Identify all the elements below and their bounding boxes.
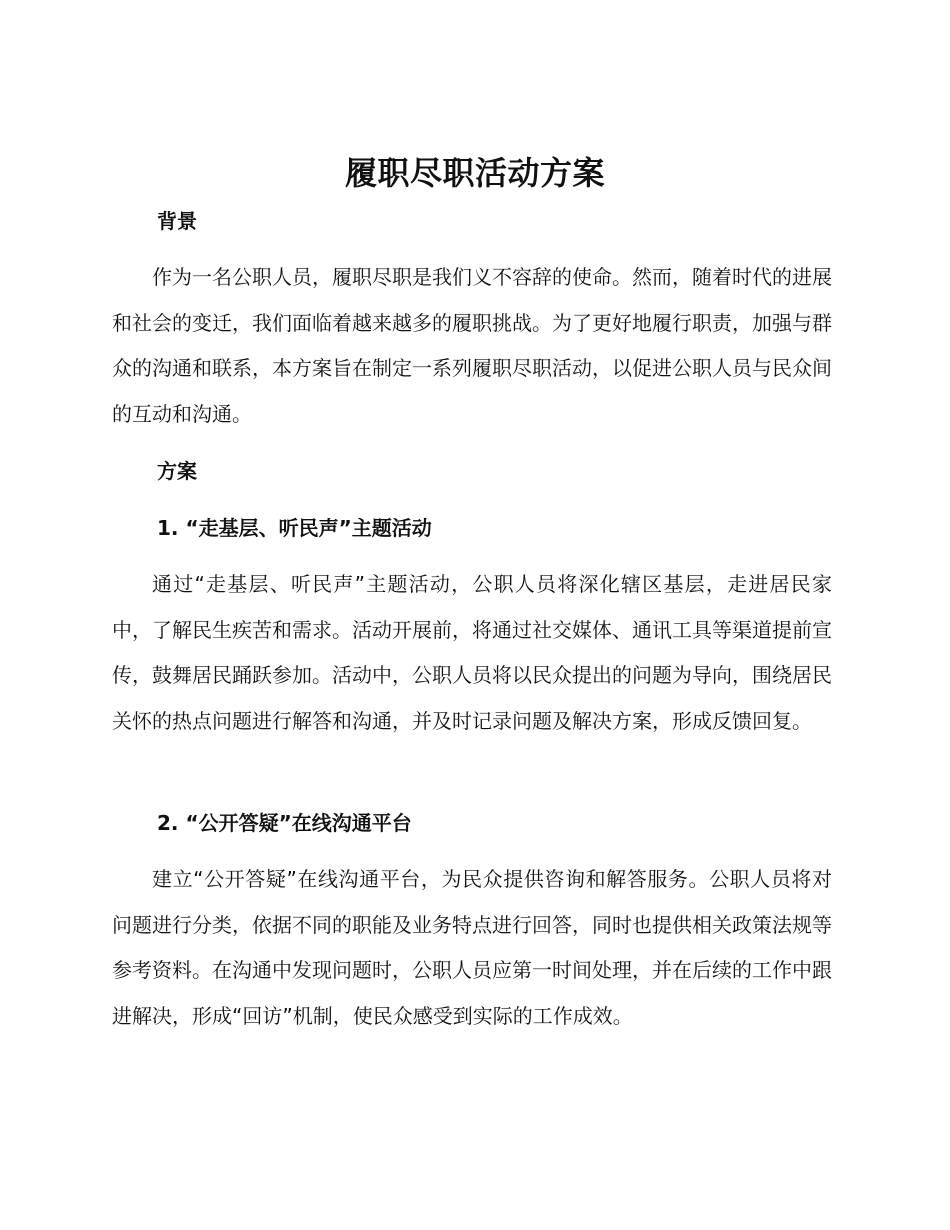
section-heading-plan: 方案	[157, 459, 197, 483]
subsection-heading-2: 2. “公开答疑”在线沟通平台	[157, 811, 412, 835]
subsection-2-paragraph: 建立“公开答疑”在线沟通平台，为民众提供咨询和解答服务。公职人员将对问题进行分类，依据不同的职能及业务特点进行回答，同时也提供相关政策法规等参考资料。在沟通中发现问题时，公职人员应第一时间处理，并在后续的工作中跟进解决，形成“回访”机制，使民众感受到实际的工作成效。	[112, 867, 832, 1028]
background-paragraph: 作为一名公职人员，履职尽职是我们义不容辞的使命。然而，随着时代的进展和社会的变迁，我们面临着越来越多的履职挑战。为了更好地履行职责，加强与群众的沟通和联系，本方案旨在制定一系列履职尽职活动，以促进公职人员与民众间的互动和沟通。	[112, 265, 832, 426]
subsection-heading-1: 1. “走基层、听民声”主题活动	[157, 516, 432, 540]
document-title: 履职尽职活动方案	[344, 154, 605, 192]
subsection-1-paragraph: 通过“走基层、听民声”主题活动，公职人员将深化辖区基层，走进居民家中，了解民生疾苦和需求。活动开展前，将通过社交媒体、通讯工具等渠道提前宣传，鼓舞居民踊跃参加。活动中，公职人员将以民众提出的问题为导向，围绕居民关怀的热点问题进行解答和沟通，并及时记录问题及解决方案，形成反馈回复。	[112, 572, 832, 733]
section-heading-background: 背景	[157, 209, 197, 233]
